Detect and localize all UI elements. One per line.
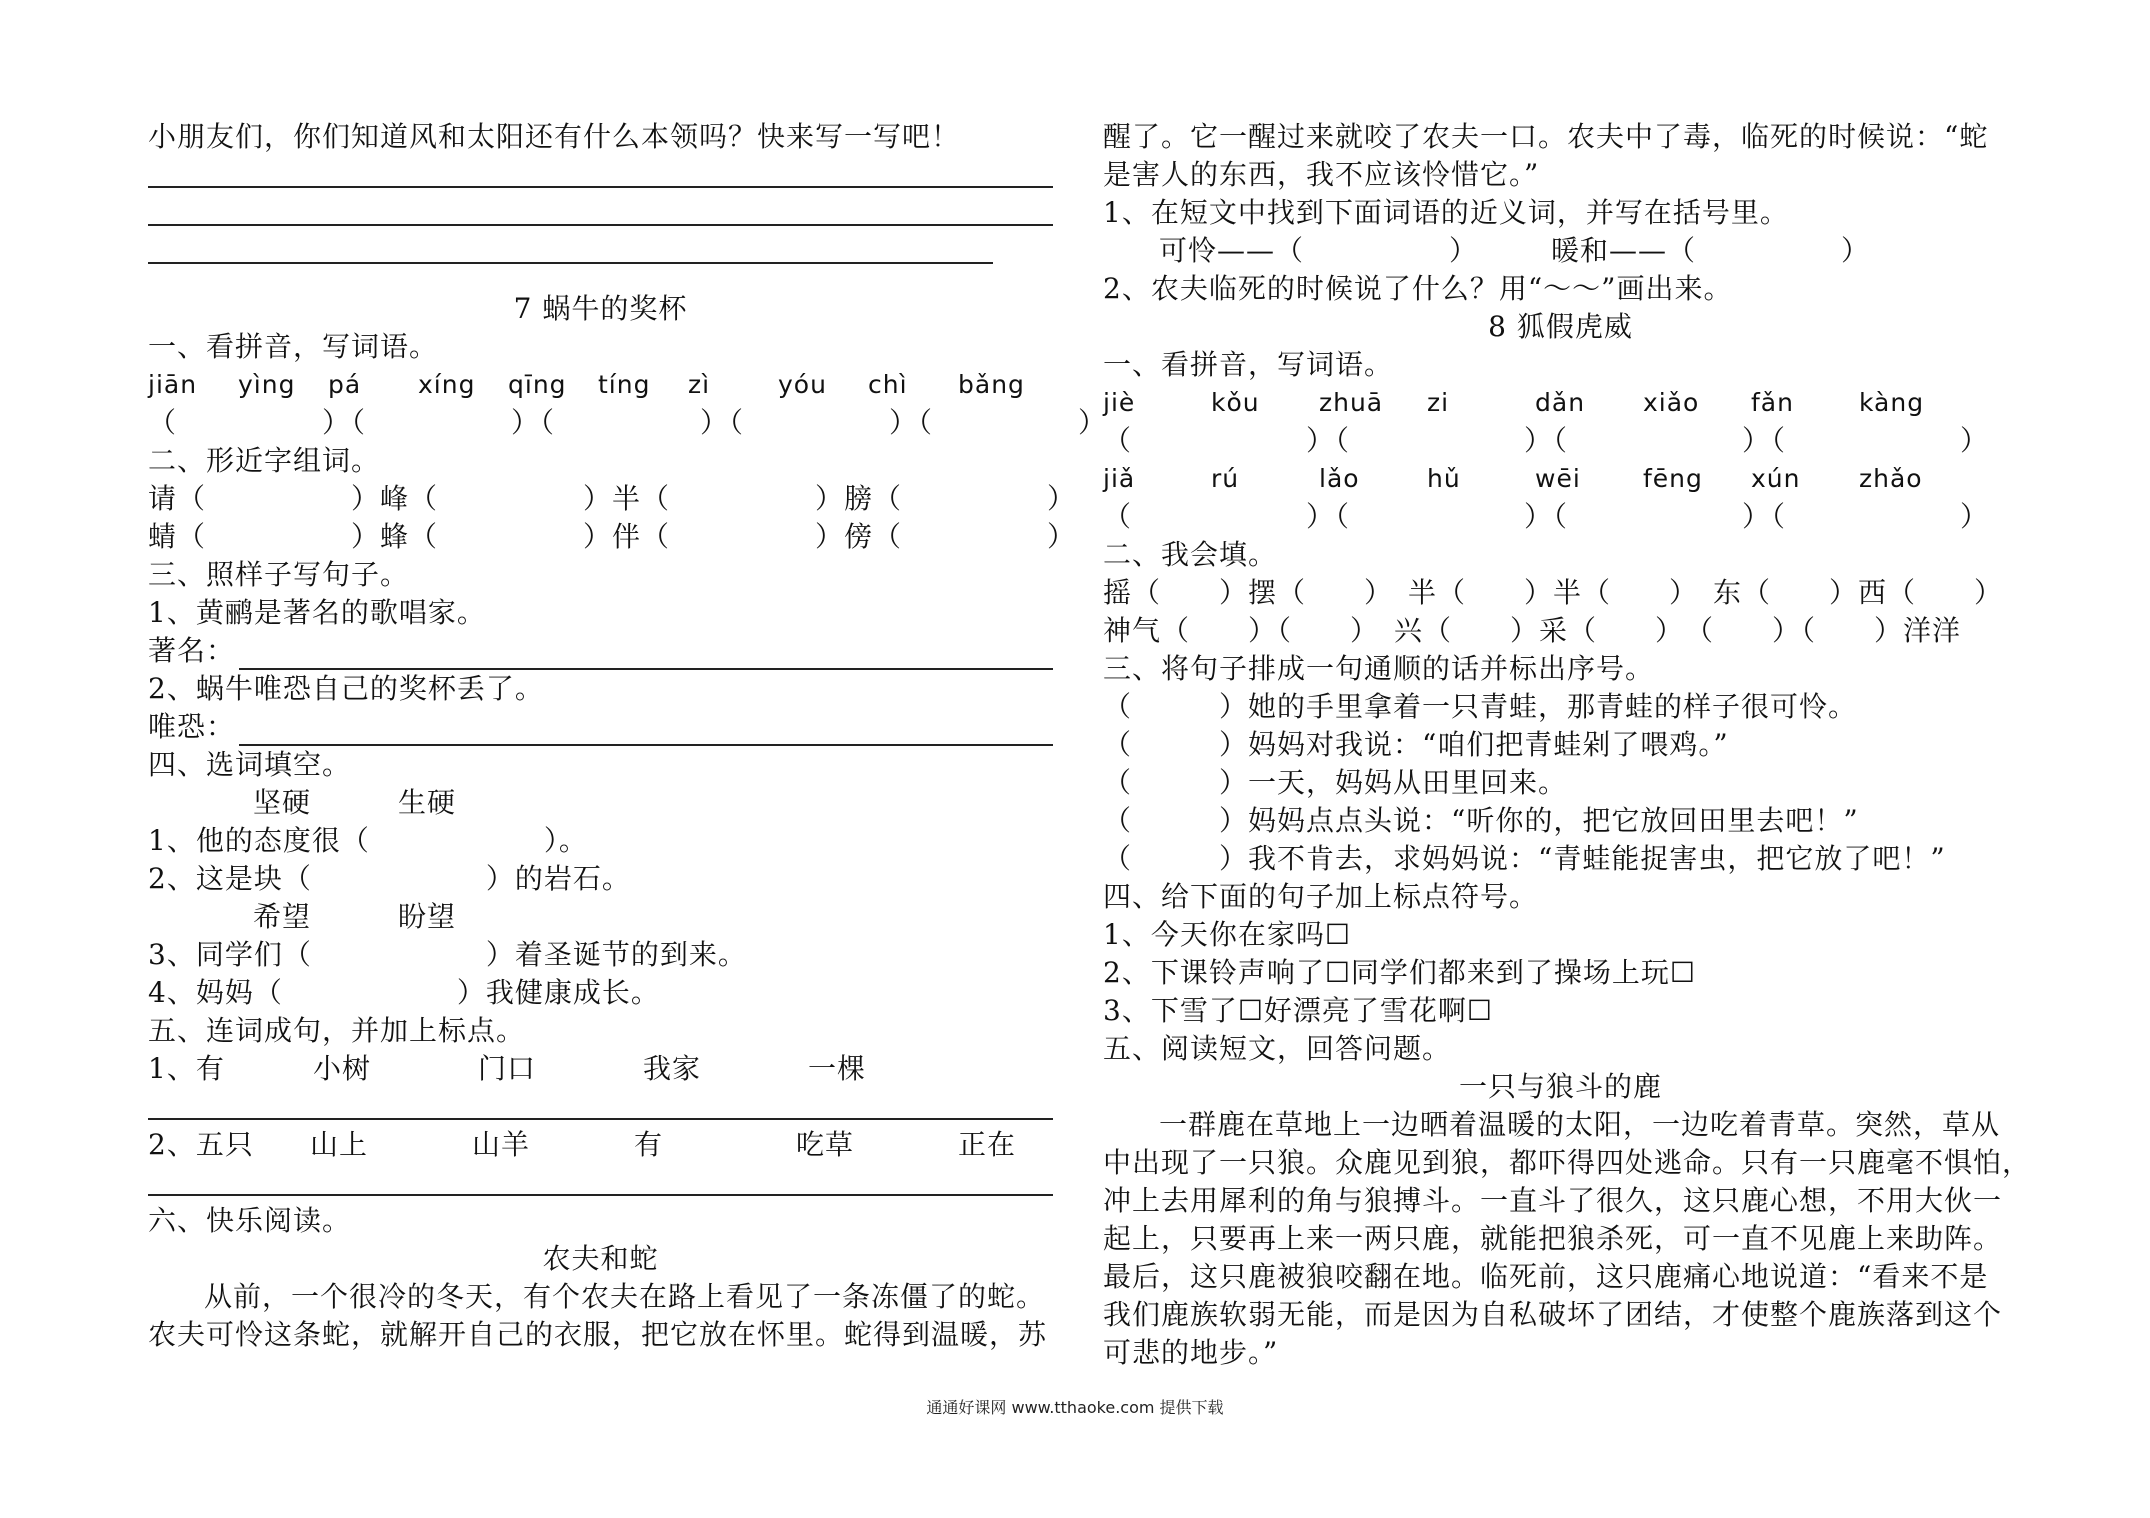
row-token: fēng [1643, 464, 1703, 493]
row-token: wēi [1535, 464, 1581, 493]
row-token: fǎn [1751, 388, 1794, 417]
section-heading: 一、看拼音，写词语。 [148, 330, 439, 363]
row-token: 1、有 [148, 1052, 225, 1085]
answer-line[interactable] [148, 232, 1053, 270]
row-token: tíng [598, 370, 651, 399]
row-token: 山羊 [472, 1128, 531, 1161]
deer-line: 可悲的地步。” [1103, 1336, 1279, 1369]
order-item[interactable]: （ ）妈妈对我说：“咱们把青蛙剁了喂鸡。” [1103, 728, 1729, 761]
answer-line[interactable] [148, 1164, 1053, 1202]
row-token: zhuā [1319, 388, 1384, 417]
story-line: 从前，一个很冷的冬天，有个农夫在路上看见了一条冻僵了的蛇。 [204, 1280, 1046, 1313]
order-item[interactable]: （ ）一天，妈妈从田里回来。 [1103, 766, 1568, 799]
word-list [148, 1050, 1053, 1088]
row-token: zì [688, 370, 711, 399]
row-token: 我家 [643, 1052, 702, 1085]
row-token: dǎn [1535, 388, 1586, 417]
deer-line: 起上，只要再上来一两只鹿，就能把狼杀死，可一直不见鹿上来助阵。 [1103, 1222, 2003, 1255]
deer-line: 我们鹿族软弱无能，而是因为自私破坏了团结，才使整个鹿族落到这个 [1103, 1298, 2003, 1331]
section-heading: 四、选词填空。 [148, 748, 352, 781]
answer-line[interactable] [148, 1088, 1053, 1126]
story-line: 是害人的东西，我不应该怜惜它。” [1103, 158, 1540, 191]
pinyin-row [148, 366, 1053, 404]
row-token: 吃草 [796, 1128, 855, 1161]
section-heading: 六、快乐阅读。 [148, 1204, 352, 1237]
row-token: kǒu [1211, 388, 1260, 417]
row-token: 正在 [958, 1128, 1017, 1161]
pinyin-row [1103, 384, 2018, 422]
order-item[interactable]: （ ）妈妈点点头说：“听你的，把它放回田里去吧！” [1103, 804, 1859, 837]
row-token: rú [1211, 464, 1240, 493]
answer-boxes[interactable]: （ ）（ ）（ ）（ ）（ ） [148, 406, 1108, 439]
row-token: 有 [634, 1128, 664, 1161]
row-token: 门口 [478, 1052, 537, 1085]
punctuation-item[interactable]: 1、今天你在家吗☐ [1103, 918, 1351, 951]
row-token: xíng [418, 370, 476, 399]
fill-row[interactable]: 神气（ ）（ ） 兴（ ）采（ ） （ ）（ ）洋洋 [1103, 614, 1962, 647]
word-group-row[interactable]: 请（ ）峰（ ）半（ ）膀（ ） [148, 482, 1077, 515]
story-line: 农夫可怜这条蛇，就解开自己的衣服，把它放在怀里。蛇得到温暖，苏 [148, 1318, 1048, 1351]
story-title: 农夫和蛇 [542, 1242, 659, 1275]
row-token: jiè [1103, 388, 1136, 417]
example-sentence: 2、蜗牛唯恐自己的奖杯丢了。 [148, 672, 544, 705]
lesson-7-title: 7 蜗牛的奖杯 [513, 292, 688, 325]
answer-boxes[interactable]: （ ）（ ）（ ）（ ） [1103, 500, 1990, 533]
fill-question[interactable]: 2、这是块（ ）的岩石。 [148, 862, 631, 895]
punctuation-item[interactable]: 3、下雪了☐好漂亮了雪花啊☐ [1103, 994, 1494, 1027]
section-heading: 二、我会填。 [1103, 538, 1278, 571]
row-token: 2、五只 [148, 1128, 254, 1161]
order-item[interactable]: （ ）她的手里拿着一只青蛙，那青蛙的样子很可怜。 [1103, 690, 1858, 723]
section-heading: 三、将句子排成一句通顺的话并标出序号。 [1103, 652, 1655, 685]
punctuation-item[interactable]: 2、下课铃声响了☐同学们都来到了操场上玩☐ [1103, 956, 1697, 989]
word-list [148, 1126, 1053, 1164]
row-token: zhǎo [1859, 464, 1923, 493]
question: 1、在短文中找到下面词语的近义词，并写在括号里。 [1103, 196, 1789, 229]
sentence-answer[interactable] [148, 632, 1053, 670]
fill-question[interactable]: 3、同学们（ ）着圣诞节的到来。 [148, 938, 747, 971]
sentence-answer[interactable] [148, 708, 1053, 746]
fill-row[interactable]: 摇（ ）摆（ ） 半（ ）半（ ） 东（ ）西（ ） [1103, 576, 2004, 609]
answer-line[interactable] [148, 194, 1053, 232]
fill-question[interactable]: 1、他的态度很（ ）。 [148, 824, 588, 857]
left-column [148, 118, 1108, 1354]
row-token: kàng [1859, 388, 1925, 417]
word-choice: 希望 盼望 [253, 900, 457, 933]
lesson-8-title: 8 狐假虎威 [1488, 310, 1633, 343]
question: 2、农夫临死的时候说了什么？用“～～”画出来。 [1103, 272, 1733, 305]
row-token: hǔ [1427, 464, 1461, 493]
word-group-row[interactable]: 蜻（ ）蜂（ ）伴（ ）傍（ ） [148, 520, 1077, 553]
row-token: chì [868, 370, 908, 399]
row-token: 山上 [310, 1128, 369, 1161]
section-heading: 五、阅读短文，回答问题。 [1103, 1032, 1452, 1065]
deer-line: 冲上去用犀利的角与狼搏斗。一直斗了很久，这只鹿心想，不用大伙一 [1103, 1184, 2003, 1217]
section-heading: 三、照样子写句子。 [148, 558, 410, 591]
section-heading: 二、形近字组词。 [148, 444, 381, 477]
row-token: yìng [238, 370, 296, 399]
story-line: 醒了。它一醒过来就咬了农夫一口。农夫中了毒，临死的时候说：“蛇 [1103, 120, 1989, 153]
right-column [1103, 118, 2032, 1372]
row-token: zi [1427, 388, 1450, 417]
synonym-row[interactable]: 可怜——（ ） 暖和——（ ） [1159, 234, 1871, 267]
word-choice: 坚硬 生硬 [253, 786, 457, 819]
pinyin-row [1103, 460, 2018, 498]
deer-line: 中出现了一只狼。众鹿见到狼，都吓得四处逃命。只有一只鹿毫不惧怕， [1103, 1146, 2032, 1179]
row-token: pá [328, 370, 362, 399]
section-heading: 四、给下面的句子加上标点符号。 [1103, 880, 1539, 913]
order-item[interactable]: （ ）我不肯去，求妈妈说：“青蛙能捉害虫，把它放了吧！” [1103, 842, 1946, 875]
answer-boxes[interactable]: （ ）（ ）（ ）（ ） [1103, 424, 1990, 457]
row-token: qīng [508, 370, 567, 399]
footer-credit: 通通好课网 www.tthaoke.com 提供下载 [926, 1398, 1224, 1417]
deer-story-title: 一只与狼斗的鹿 [1458, 1070, 1662, 1103]
row-token: jiǎ [1103, 464, 1136, 493]
row-token: bǎng [958, 370, 1025, 399]
example-sentence: 1、黄鹂是著名的歌唱家。 [148, 596, 486, 629]
answer-label: 著名： [148, 634, 236, 667]
row-token: 一棵 [808, 1052, 867, 1085]
row-token: lǎo [1319, 464, 1360, 493]
row-token: xún [1751, 464, 1801, 493]
intro-prompt: 小朋友们，你们知道风和太阳还有什么本领吗？快来写一写吧！ [148, 120, 961, 153]
deer-line: 一群鹿在草地上一边晒着温暖的太阳，一边吃着青草。突然，草从 [1159, 1108, 2001, 1141]
deer-line: 最后，这只鹿被狼咬翻在地。临死前，这只鹿痛心地说道：“看来不是 [1103, 1260, 1989, 1293]
answer-label: 唯恐： [148, 710, 236, 743]
row-token: jiān [148, 370, 198, 399]
section-heading: 一、看拼音，写词语。 [1103, 348, 1394, 381]
row-token: 小树 [313, 1052, 372, 1085]
row-token: yóu [778, 370, 827, 399]
row-token: xiǎo [1643, 388, 1700, 417]
section-heading: 五、连词成句，并加上标点。 [148, 1014, 526, 1047]
fill-question[interactable]: 4、妈妈（ ）我健康成长。 [148, 976, 660, 1009]
answer-line[interactable] [148, 156, 1053, 194]
